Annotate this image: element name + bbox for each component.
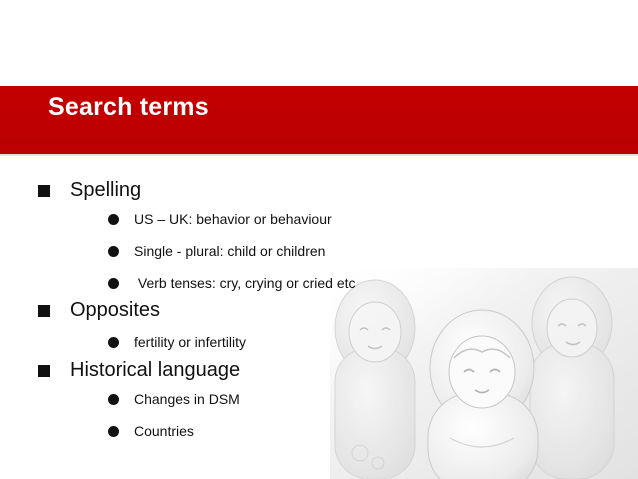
sub-bullet-item xyxy=(108,423,194,439)
square-bullet-icon xyxy=(38,365,50,377)
sub-bullet-item xyxy=(108,211,332,227)
circle-bullet-icon xyxy=(108,278,119,289)
slide-title: Search terms xyxy=(48,93,209,121)
bullet-text: US – UK: behavior or behaviour xyxy=(134,211,332,227)
bullet-text: Historical language xyxy=(70,359,241,381)
doll-center xyxy=(428,310,538,479)
matryoshka-dolls-photo xyxy=(330,268,638,479)
square-bullet-icon xyxy=(38,185,50,197)
bullet-text: fertility or infertility xyxy=(134,334,247,350)
sub-bullet-item xyxy=(108,243,325,259)
sub-bullet-item xyxy=(108,391,240,407)
circle-bullet-icon xyxy=(108,214,119,225)
sub-bullet-item xyxy=(108,334,246,350)
square-bullet-icon xyxy=(38,305,50,317)
bullet-text: Countries xyxy=(134,423,194,439)
circle-bullet-icon xyxy=(108,394,119,405)
bullet-text: Verb tenses: cry, crying or cried etc xyxy=(134,275,356,291)
bullet-item xyxy=(38,179,141,202)
circle-bullet-icon xyxy=(108,246,119,257)
doll-left xyxy=(335,280,415,479)
bullet-text: Spelling xyxy=(70,179,142,201)
bullet-text: Changes in DSM xyxy=(134,391,240,407)
sub-bullet-item xyxy=(108,275,356,291)
bullet-text: Single - plural: child or children xyxy=(134,243,326,259)
bullet-item xyxy=(38,299,160,322)
bullet-text: Opposites xyxy=(70,299,161,321)
circle-bullet-icon xyxy=(108,337,119,348)
doll-right xyxy=(530,277,614,479)
bullet-item xyxy=(38,359,240,382)
circle-bullet-icon xyxy=(108,426,119,437)
